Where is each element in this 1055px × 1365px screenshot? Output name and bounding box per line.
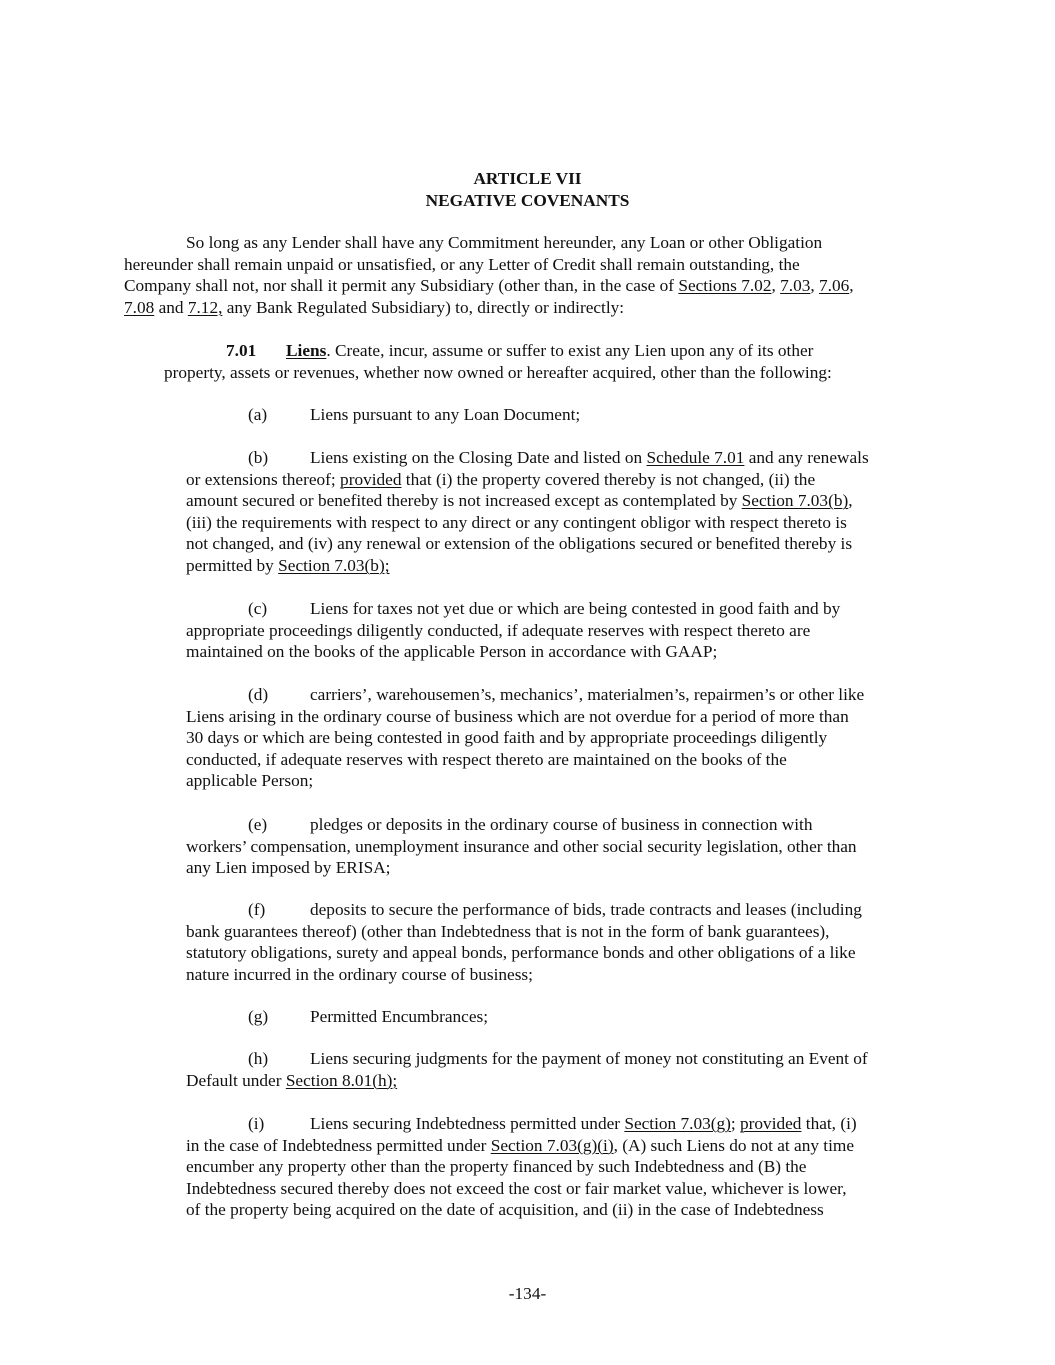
article-subtitle: NEGATIVE COVENANTS (425, 191, 630, 210)
page-number: -134- (508, 1284, 547, 1303)
text-line: hereunder shall remain unpaid or unsatisfied, or any Letter of Credit shall remain outstanding, the (124, 254, 800, 274)
section-reference-link: 7.12, (187, 297, 223, 317)
text-line: (c) Liens for taxes not yet due or which are being contested in good faith and by (248, 599, 841, 618)
text-line: workers’ compensation, unemployment insurance and other social security legislation, other than (186, 836, 857, 856)
text-line: not changed, and (iv) any renewal or extension of the obligations secured or benefited thereby is (186, 534, 853, 554)
section-reference-link: Schedule 7.01 (646, 448, 745, 467)
clause-label: (b) (248, 448, 269, 467)
text-line: bank guarantees thereof) (other than Indebtedness that is not in the form of bank guarantees), (186, 921, 830, 941)
text-line: So long as any Lender shall have any Commitment hereunder, any Loan or other Obligation (186, 233, 823, 252)
clause-b (186, 447, 869, 577)
clause-label: (e) (248, 815, 268, 834)
text-line: 7.01 Liens. Create, incur, assume or suffer to exist any Lien upon any of its other (226, 341, 814, 360)
clause-label: (g) (248, 1007, 269, 1026)
clause-c (186, 598, 840, 663)
text-line: (b) Liens existing on the Closing Date and listed on Schedule 7.01 and any renewals (248, 448, 869, 467)
section-heading: Liens (286, 341, 327, 360)
clause-label: (a) (248, 405, 268, 424)
section-reference-link: 7.08 (124, 297, 155, 317)
clause-d (186, 684, 864, 792)
text-line: (f) deposits to secure the performance of bids, trade contracts and leases (including (248, 900, 862, 919)
text-line: maintained on the books of the applicable Person in accordance with GAAP; (186, 642, 718, 662)
clause-h (186, 1048, 868, 1091)
text-line: Company shall not, nor shall it permit any Subsidiary (other than, in the case of Sections 7.02, 7.03, 7.06, (124, 276, 854, 296)
clause-a (186, 404, 580, 426)
text-line: (e) pledges or deposits in the ordinary course of business in connection with (248, 815, 813, 834)
text-line: of the property being acquired on the date of acquisition, and (ii) in the case of Indebtedness (186, 1200, 824, 1220)
text-line: (a) Liens pursuant to any Loan Document; (248, 405, 581, 424)
provided-term: provided (340, 469, 402, 489)
section-reference-link: Section 7.03(b); (278, 555, 390, 575)
provided-term: provided (740, 1114, 802, 1133)
text-line: Indebtedness secured thereby does not exceed the cost or fair market value, whichever is lower, (186, 1178, 847, 1198)
section-reference-link: 7.03 (780, 276, 811, 296)
text-line: nature incurred in the ordinary course of business; (186, 964, 533, 984)
text-line: 7.08 and 7.12, any Bank Regulated Subsidiary) to, directly or indirectly: (124, 297, 625, 317)
text-line: (h) Liens securing judgments for the payment of money not constituting an Event of (248, 1049, 868, 1068)
section-reference-link: Section 7.03(g)(i) (490, 1135, 614, 1155)
article-title: ARTICLE VII (473, 169, 582, 188)
text-line: (iii) the requirements with respect to any direct or any contingent obligor with respect thereto is (186, 512, 847, 532)
clause-label: (i) (248, 1114, 265, 1133)
clause-label: (h) (248, 1049, 269, 1068)
clause-e (186, 814, 857, 879)
section-reference-link: Section 8.01(h); (285, 1070, 398, 1090)
section-reference-link: 7.06 (819, 276, 850, 296)
section-reference-link: Section 7.03(g) (624, 1114, 731, 1133)
text-line: property, assets or revenues, whether now owned or hereafter acquired, other than the following: (164, 362, 832, 382)
text-line: permitted by Section 7.03(b); (186, 555, 390, 575)
text-line: applicable Person; (186, 771, 314, 791)
text-line: statutory obligations, surety and appeal bonds, performance bonds and other obligations of a like (186, 943, 856, 963)
text-line: 30 days or which are being contested in good faith and by appropriate proceedings diligently (186, 728, 828, 748)
text-line: appropriate proceedings diligently conducted, if adequate reserves with respect thereto are (186, 620, 811, 640)
section-reference-link: Section 7.03(b) (741, 491, 849, 511)
intro-paragraph (124, 232, 854, 318)
clause-g (186, 1006, 488, 1028)
clause-label: (c) (248, 599, 268, 618)
text-line: (g) Permitted Encumbrances; (248, 1007, 489, 1026)
text-line: Liens arising in the ordinary course of business which are not overdue for a period of more than (186, 706, 849, 726)
section-number: 7.01 (226, 341, 257, 360)
clause-label: (d) (248, 685, 269, 704)
text-line: in the case of Indebtedness permitted under Section 7.03(g)(i), (A) such Liens do not at any time (186, 1135, 855, 1155)
text-line: conducted, if adequate reserves with respect thereto are maintained on the books of the (186, 749, 787, 769)
text-line: or extensions thereof; provided that (i) the property covered thereby is not changed, (ii) the (186, 469, 816, 489)
section-reference-link: Sections 7.02 (678, 276, 772, 296)
clause-label: (f) (248, 900, 266, 919)
clause-i (186, 1113, 857, 1221)
section-7-01 (164, 340, 832, 383)
text-line: (d) carriers’, warehousemen’s, mechanics’, materialmen’s, repairmen’s or other like (248, 685, 865, 704)
text-line: any Lien imposed by ERISA; (186, 858, 391, 878)
clause-f (186, 899, 862, 985)
text-line: (i) Liens securing Indebtedness permitted under Section 7.03(g); provided that, (i) (248, 1114, 857, 1133)
text-line: Default under Section 8.01(h); (186, 1070, 398, 1090)
text-line: amount secured or benefited thereby is not increased except as contemplated by Section 7.03(b), (186, 491, 853, 511)
text-line: encumber any property other than the property financed by such Indebtedness and (B) the (186, 1157, 807, 1177)
